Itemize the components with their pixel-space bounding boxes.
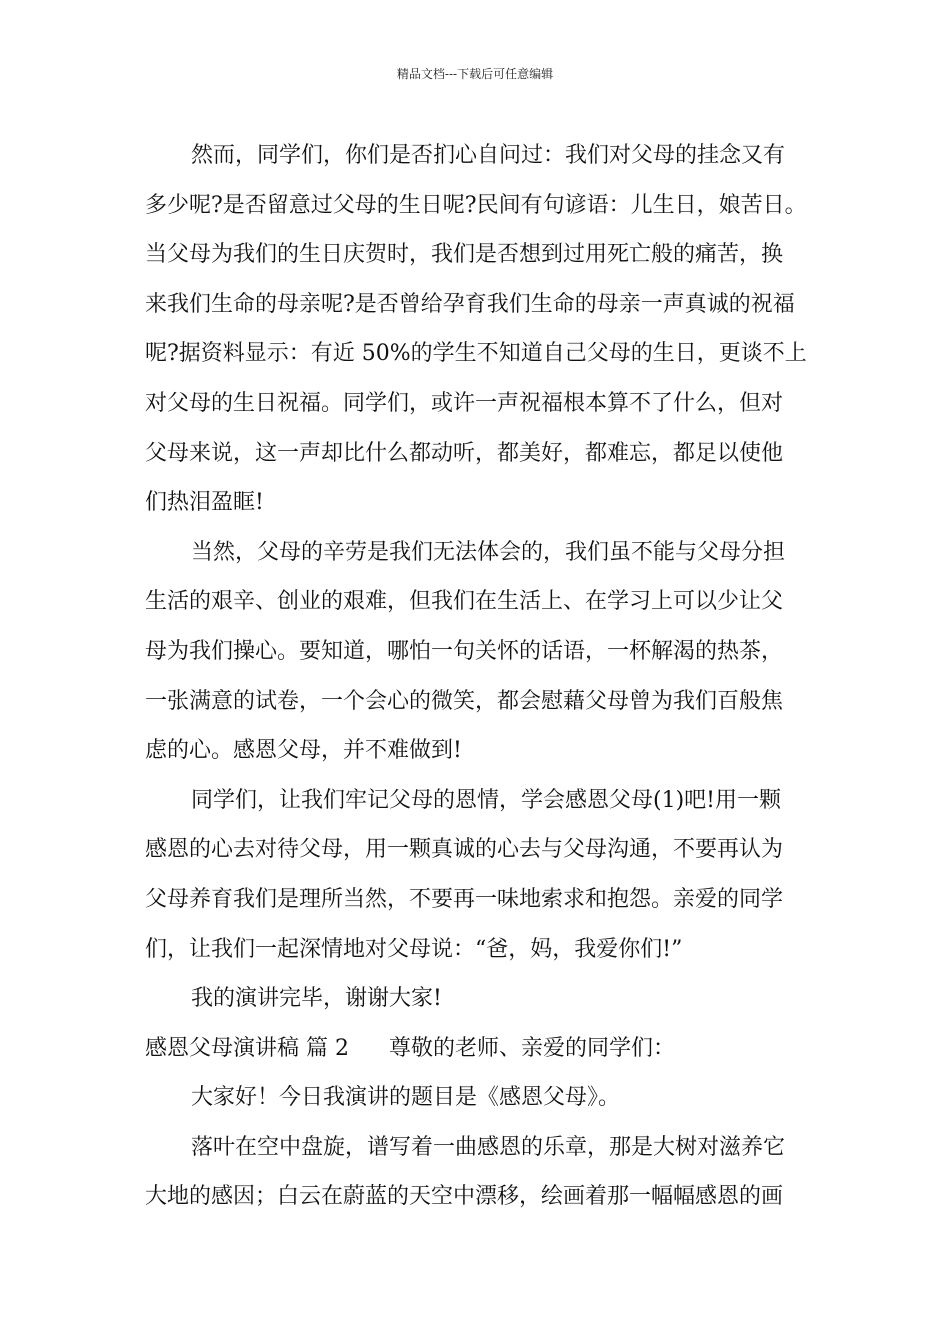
text-line: 多少呢?是否留意过父母的生日呢?民间有句谚语：儿生日，娘苦日。 bbox=[145, 192, 807, 218]
text-line: 对父母的生日祝福。同学们，或许一声祝福根本算不了什么，但对 bbox=[145, 390, 784, 416]
page-header: 精品文档---下载后可任意编辑 bbox=[396, 67, 554, 81]
text-line: 父母养育我们是理所当然，不要再一味地索求和抱怨。亲爱的同学 bbox=[145, 886, 784, 912]
text-line: 大家好！今日我演讲的题目是《感恩父母》。 bbox=[191, 1085, 621, 1111]
section-title: 感恩父母演讲稿 篇 2 bbox=[145, 1035, 349, 1061]
text-line: 感恩的心去对待父母，用一颗真诚的心去与父母沟通，不要再认为 bbox=[145, 837, 784, 863]
text-line: 然而，同学们，你们是否扪心自问过：我们对父母的挂念又有 bbox=[191, 143, 786, 168]
text-line: 我的演讲完毕，谢谢大家! bbox=[191, 986, 442, 1012]
text-line: 落叶在空中盘旋，谱写着一曲感恩的乐章，那是大树对滋养它 bbox=[191, 1134, 786, 1160]
text-line: 父母来说，这一声却比什么都动听，都美好，都难忘，都足以使他 bbox=[145, 440, 784, 466]
text-line: 来我们生命的母亲呢?是否曾给孕育我们生命的母亲一声真诚的祝福 bbox=[145, 291, 795, 317]
text-line: 虑的心。感恩父母，并不难做到! bbox=[145, 738, 462, 764]
text-line: 母为我们操心。要知道，哪怕一句关怀的话语，一杯解渴的热茶， bbox=[145, 638, 784, 664]
text-line: 大地的感因；白云在蔚蓝的天空中漂移，绘画着那一幅幅感恩的画 bbox=[145, 1184, 784, 1210]
text-line: 当父母为我们的生日庆贺时，我们是否想到过用死亡般的痛苦，换 bbox=[145, 242, 784, 268]
text-line: 呢?据资料显示：有近 50%的学生不知道自己父母的生日，更谈不上 bbox=[145, 341, 807, 367]
text-line: 当然，父母的辛劳是我们无法体会的，我们虽不能与父母分担 bbox=[191, 539, 786, 565]
text-line: 一张满意的试卷，一个会心的微笑，都会慰藉父母曾为我们百般焦 bbox=[145, 688, 784, 714]
text-line: 们热泪盈眶! bbox=[145, 490, 264, 516]
text-line: 们，让我们一起深情地对父母说：“爸，妈，我爱你们!” bbox=[145, 936, 683, 962]
document-body bbox=[145, 131, 825, 1222]
text-line: 同学们，让我们牢记父母的恩情，学会感恩父母(1)吧!用一颗 bbox=[191, 787, 782, 813]
salutation: 尊敬的老师、亲爱的同学们： bbox=[388, 1035, 675, 1061]
section-heading bbox=[145, 1024, 825, 1074]
text-line: 生活的艰辛、创业的艰难，但我们在生活上、在学习上可以少让父 bbox=[145, 589, 784, 615]
